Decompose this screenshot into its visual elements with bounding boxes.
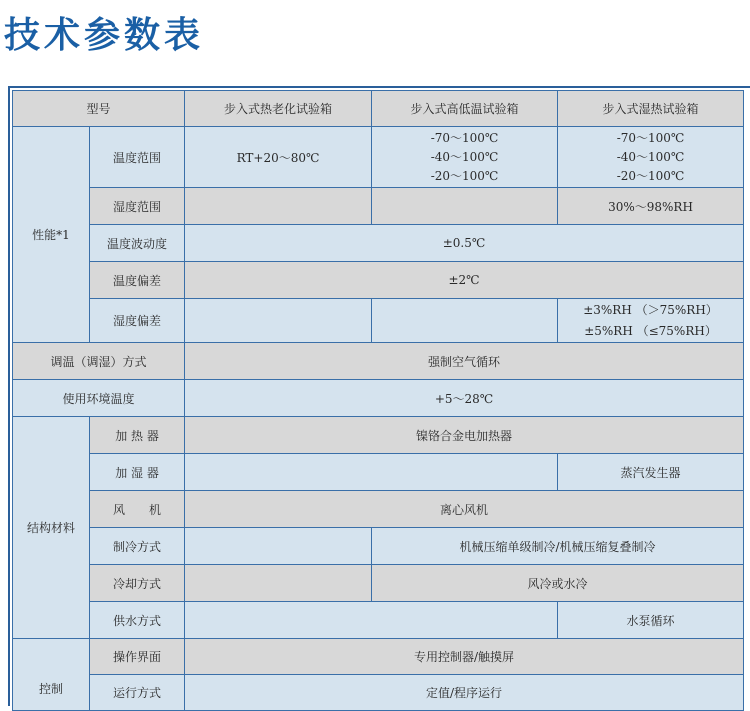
row-label: 温度范围 (90, 127, 185, 188)
header-col1: 步入式热老化试验箱 (185, 91, 372, 127)
cell-line: -40～100℃ (616, 149, 685, 164)
table-row (13, 188, 744, 225)
table-row (13, 299, 744, 343)
row-label: 湿度范围 (90, 188, 185, 225)
group-control-label: 控制 (38, 682, 63, 696)
row-label: 调温（调湿）方式 (13, 343, 185, 380)
row-label: 加 湿 器 (90, 454, 185, 491)
table-row (13, 380, 744, 417)
cell: 镍铬合金电加热器 (185, 417, 744, 454)
cell-empty (185, 602, 558, 639)
table-row (13, 528, 744, 565)
table-row (13, 454, 744, 491)
cell-empty (372, 188, 558, 225)
group-structure: 结构材料 (13, 417, 90, 639)
cell-line: -20～100℃ (430, 168, 499, 183)
cell: 机械压缩单级制冷/机械压缩复叠制冷 (372, 528, 744, 565)
cell-line: -70～100℃ (430, 130, 499, 145)
cell-line: -20～100℃ (616, 168, 685, 183)
row-label: 温度波动度 (90, 225, 185, 262)
table-row (13, 491, 744, 528)
spec-table (12, 90, 744, 711)
cell-line: -70～100℃ (616, 130, 685, 145)
cell: 离心风机 (185, 491, 744, 528)
table-header-row (13, 91, 744, 127)
cell: 风冷或水冷 (372, 565, 744, 602)
cell: 定值/程序运行 (185, 675, 744, 711)
page-title: 技术参数表 (4, 15, 205, 56)
cell-empty (185, 299, 372, 343)
cell: 强制空气循环 (185, 343, 744, 380)
cell-line: ±5%RH （≤75%RH） (584, 323, 717, 338)
cell: ±0.5℃ (185, 225, 744, 262)
table-row (13, 262, 744, 299)
row-label: 运行方式 (90, 675, 185, 711)
row-label: 使用环境温度 (13, 380, 185, 417)
table-row (13, 639, 744, 675)
row-label: 冷却方式 (90, 565, 185, 602)
group-control (13, 639, 90, 711)
table-row (13, 565, 744, 602)
cell (558, 299, 744, 343)
cell-empty (185, 565, 372, 602)
cell: 30%～98%RH (558, 188, 744, 225)
table-row (13, 127, 744, 188)
cell-line: ±3%RH （＞75%RH） (583, 302, 718, 317)
cell: 专用控制器/触摸屏 (185, 639, 744, 675)
row-label: 加 热 器 (90, 417, 185, 454)
row-label: 湿度偏差 (90, 299, 185, 343)
group-performance: 性能*1 (13, 127, 90, 343)
cell (558, 127, 744, 188)
header-col2: 步入式高低温试验箱 (372, 91, 558, 127)
cell: 水泵循环 (558, 602, 744, 639)
cell-line: -40～100℃ (430, 149, 499, 164)
cell: 蒸汽发生器 (558, 454, 744, 491)
cell: RT+20～80℃ (185, 127, 372, 188)
cell (372, 127, 558, 188)
table-row (13, 343, 744, 380)
cell-empty (185, 188, 372, 225)
table-row (13, 225, 744, 262)
table-row (13, 417, 744, 454)
row-label: 温度偏差 (90, 262, 185, 299)
cell: ±2℃ (185, 262, 744, 299)
row-label: 制冷方式 (90, 528, 185, 565)
cell-empty (185, 454, 558, 491)
table-row (13, 675, 744, 711)
row-label: 操作界面 (90, 639, 185, 675)
cell-empty (372, 299, 558, 343)
row-label: 供水方式 (90, 602, 185, 639)
table-row (13, 602, 744, 639)
cell: +5～28℃ (185, 380, 744, 417)
cell-empty (185, 528, 372, 565)
header-col3: 步入式湿热试验箱 (558, 91, 744, 127)
header-model: 型号 (13, 91, 185, 127)
row-label: 风 机 (90, 491, 185, 528)
